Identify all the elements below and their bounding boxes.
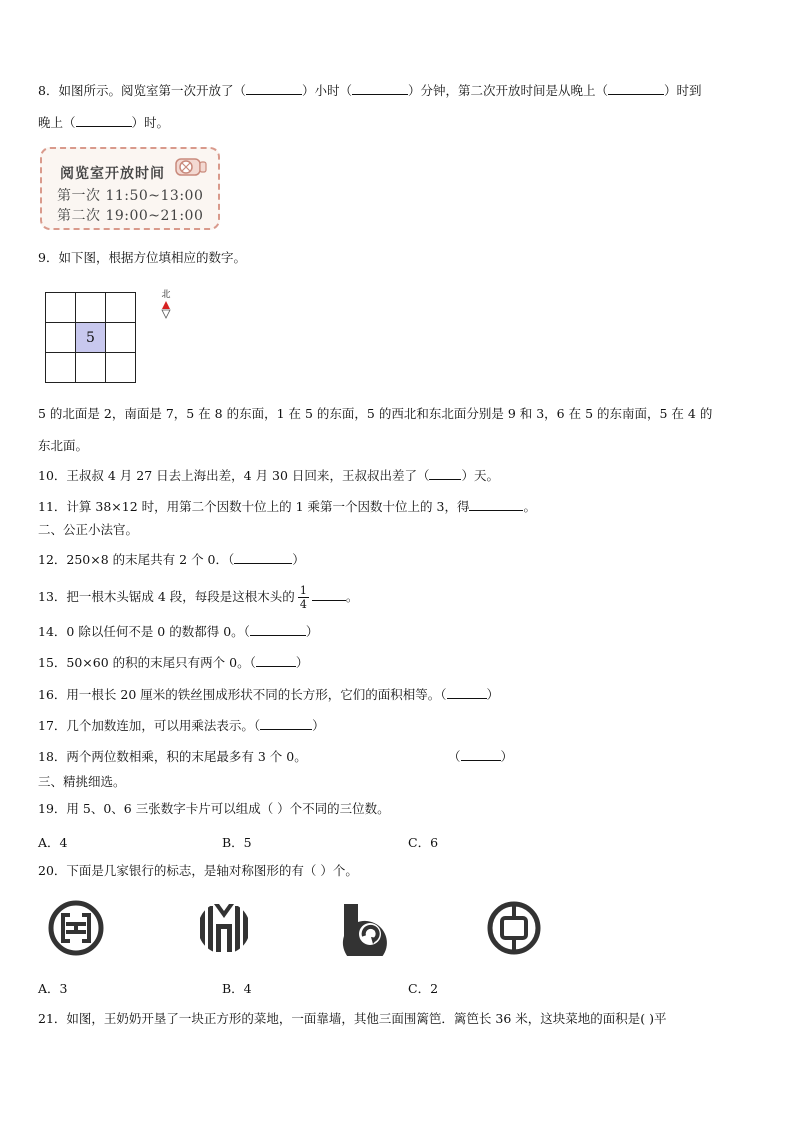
fraction: $\frac{1}{4}$ <box>299 584 307 611</box>
q16: 16．用一根长 20 厘米的铁丝围成形状不同的长方形，它们的面积相等。（ ） <box>38 687 500 702</box>
q15: 15．50×60 的积的末尾只有两个 0。（ ） <box>38 655 309 670</box>
q9-desc-line1: 5 的北面是 2，南面是 7，5 在 8 的东面，1 在 5 的东面，5 的西北和东北面分别是 9 和 3，6 在 5 的东南面，5 在 4 的 <box>38 406 713 421</box>
answer-blank[interactable] <box>246 82 302 95</box>
q10: 10．王叔叔 4 月 27 日去上海出差，4 月 30 日回来，王叔叔出差了（ ）天。 <box>38 468 499 483</box>
answer-blank[interactable] <box>469 498 523 511</box>
north-label: 北 <box>161 290 171 300</box>
grid-cell[interactable] <box>46 353 76 383</box>
north-arrow-icon <box>158 300 174 320</box>
bank-logo-bank-of-china-icon <box>486 900 542 956</box>
answer-blank[interactable] <box>608 82 664 95</box>
option-a[interactable]: A．4 <box>38 835 68 850</box>
option-b[interactable]: B．5 <box>222 835 252 850</box>
option-c[interactable]: C．2 <box>408 981 439 996</box>
compass <box>158 290 174 390</box>
answer-blank[interactable] <box>461 748 501 761</box>
q11: 11．计算 38×12 时，用第二个因数十位上的 1 乘第一个因数十位上的 3，得 。 <box>38 499 536 514</box>
q12: 12．250×8 的末尾共有 2 个 0．（ ） <box>38 552 305 567</box>
q17: 17．几个加数连加，可以用乘法表示。（ ） <box>38 718 325 733</box>
bank-logo-icbc-icon <box>48 900 104 956</box>
q18: 18．两个两位数相乘，积的末尾最多有 3 个 0。 <box>38 749 307 764</box>
answer-blank[interactable] <box>76 114 132 127</box>
answer-blank[interactable] <box>260 717 312 730</box>
q8-line2: 晚上（ ）时。 <box>38 115 170 130</box>
sign-row-second: 第二次 19:00~21:00 <box>57 208 204 224</box>
bank-logo-citic-icon <box>196 900 252 956</box>
q19-text: 19．用 5、0、6 三张数字卡片可以组成（ ）个不同的三位数。 <box>38 801 390 816</box>
answer-blank[interactable] <box>429 467 461 480</box>
grid-cell[interactable] <box>76 353 106 383</box>
section-3-heading: 三、精挑细选。 <box>38 774 126 789</box>
answer-blank[interactable] <box>352 82 408 95</box>
grid-cell-center: 5 <box>76 323 106 353</box>
sign-title: 阅览室开放时间 <box>60 166 165 182</box>
q14: 14．0 除以任何不是 0 的数都得 0。（ ） <box>38 624 319 639</box>
q9-title: 9．如下图，根据方位填相应的数字。 <box>38 250 246 265</box>
answer-blank[interactable] <box>312 588 346 601</box>
grid-cell[interactable] <box>46 293 76 323</box>
grid-cell[interactable] <box>106 293 136 323</box>
grid-cell[interactable] <box>106 353 136 383</box>
answer-blank[interactable] <box>234 551 292 564</box>
grid-cell[interactable] <box>76 293 106 323</box>
q20-text: 20．下面是几家银行的标志，是轴对称图形的有（ ）个。 <box>38 863 358 878</box>
direction-grid <box>45 292 136 383</box>
reading-room-sign <box>40 147 220 230</box>
q18-answer: （ ） <box>448 749 514 764</box>
answer-blank[interactable] <box>250 623 306 636</box>
option-a[interactable]: A．3 <box>38 981 68 996</box>
sign-row-first: 第一次 11:50~13:00 <box>57 188 204 204</box>
projector-icon <box>174 153 208 179</box>
q13: 13．把一根木头锯成 4 段，每段是这根木头的 $\frac{1}{4}$ 。 <box>38 584 359 611</box>
q8-line1: 8．如图所示。阅览室第一次开放了（ ）小时（ ）分钟，第二次开放时间是从晚上（ ）时到 <box>38 83 702 98</box>
option-b[interactable]: B．4 <box>222 981 252 996</box>
q9-desc-line2: 东北面。 <box>38 438 89 453</box>
grid-cell[interactable] <box>106 323 136 353</box>
bank-logo-boc-b-icon <box>340 900 396 956</box>
q21-text: 21．如图，王奶奶开垦了一块正方形的菜地，一面靠墙，其他三面围篱笆．篱笆长 36 米，这块菜地的面积是( )平 <box>38 1011 667 1026</box>
answer-blank[interactable] <box>447 686 487 699</box>
answer-blank[interactable] <box>256 654 296 667</box>
section-2-heading: 二、公正小法官。 <box>38 522 139 537</box>
grid-cell[interactable] <box>46 323 76 353</box>
option-c[interactable]: C．6 <box>408 835 439 850</box>
